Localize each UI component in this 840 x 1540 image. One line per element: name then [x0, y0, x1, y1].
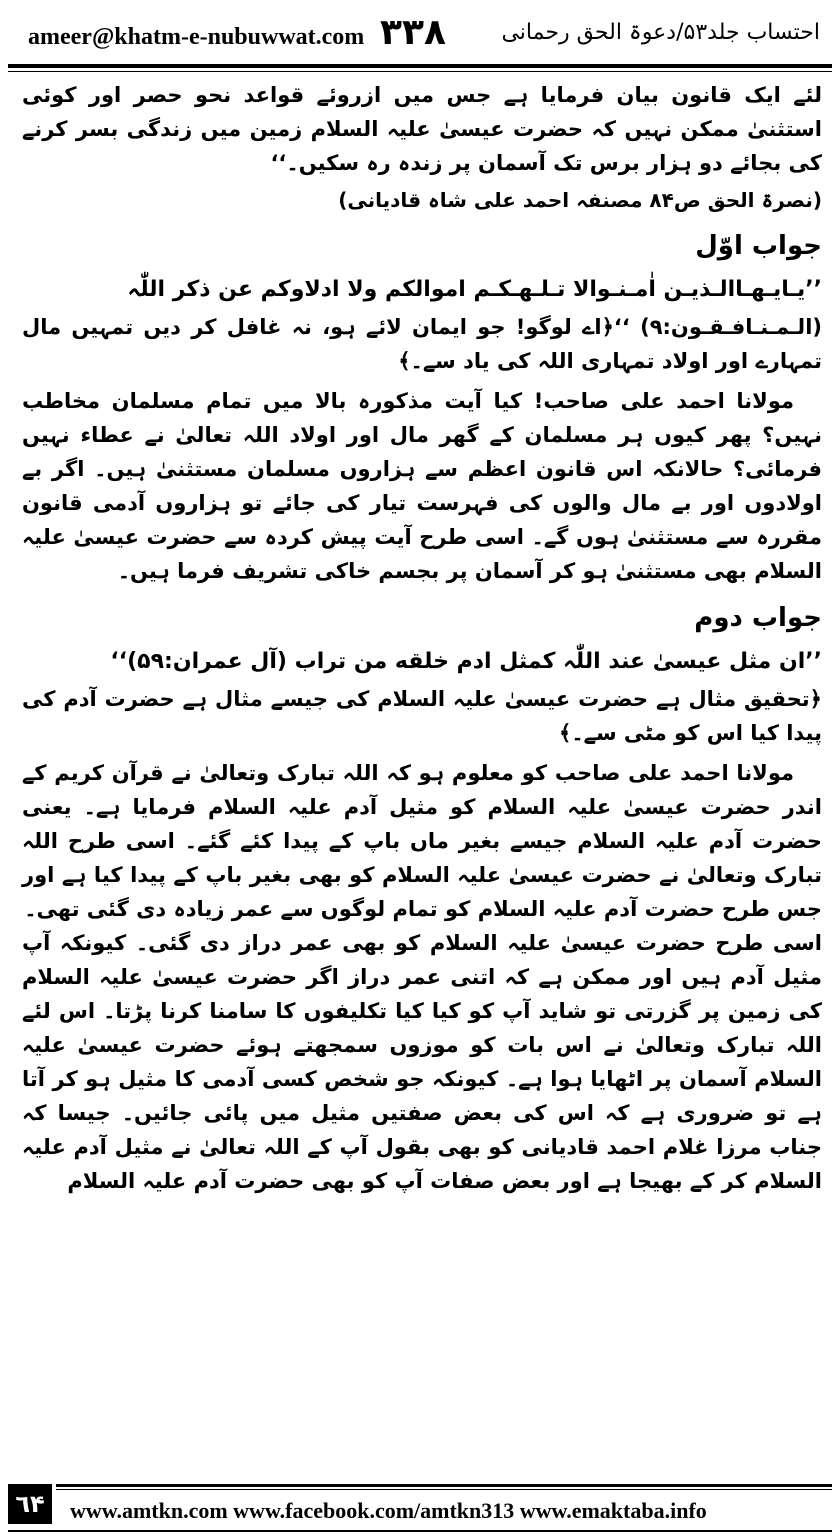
- header-rule-thick: [8, 64, 832, 68]
- paragraph-argument-2: مولانا احمد علی صاحب کو معلوم ہو کہ اللہ تبارک وتعالیٰ نے قرآن کریم کے اندر حضرت عیسیٰ علیہ السلام کو مثیل آدم علیہ السلام فرمایا ہے۔ یعنی حضرت آدم علیہ السلام جیسے بغیر ماں باپ کے پیدا کئے گئے۔ اسی طرح اللہ تبارک وتعالیٰ نے حضرت عیسیٰ علیہ السلام کو بھی بغیر باپ کے پیدا کیا ہے اور جس طرح حضرت آدم علیہ السلام کو تمام لوگوں سے عمر زیادہ دی گئی تھی۔: [22, 761, 822, 921]
- paragraph-intro: لئے ایک قانون بیان فرمایا ہے جس میں ازروئے قواعد نحو حصر اور کوئی استثنیٰ ممکن نہیں کہ حضرت عیسیٰ علیہ السلام زمین میں زندگی بسر کرنے کی بجائے دو ہزار برس تک آسمان پر زندہ رہ سکیں۔‘‘: [22, 83, 822, 175]
- footer-bottom-rule: [8, 1530, 832, 1532]
- header-email: ameer@khatm-e-nubuwwat.com: [28, 24, 365, 50]
- heading-second-answer: جواب دوم: [694, 603, 822, 633]
- heading-first-answer: جواب اوّل: [695, 231, 822, 261]
- footer-page-number: ٦۴: [8, 1484, 52, 1524]
- quran-verse-1: ’’یـایـھـاالـذیـن اٰمـنـوالا تـلـھـکـم اموالکم ولا ادلاوکم عن ذکر اللّٰہ: [127, 277, 822, 302]
- paragraph-argument-1: مولانا احمد علی صاحب! کیا آیت مذکورہ بالا میں تمام مسلمان مخاطب نہیں؟ پھر کیوں ہر مسلمان کے گھر مال اور اولاد اللہ تعالیٰ نے عطاء نہیں فرمائی؟ حالانکہ اس قانون اعظم سے ہزاروں مسلمان مستثنیٰ ہیں۔ اگر بے اولادوں اور بے مال والوں کی فہرست تیار کی جائے تو ہزاروں آدمی قانون مقررہ سے مستثنیٰ ہوں گے۔ اسی طرح آیت پیش کردہ سے حضرت عیسیٰ علیہ السلام بھی مستثنیٰ ہو کر آسمان پر بجسم خاکی تشریف فرما ہیں۔: [22, 389, 822, 583]
- header-rule-thin: [8, 71, 832, 72]
- citation: (نصرۃ الحق ص۸۴ مصنفہ احمد علی شاہ قادیانی): [338, 188, 822, 212]
- footer-rule-thin: [56, 1489, 832, 1490]
- verse-translation-1: (الـمـنـافـقـون:۹) ‘‘﴿اے لوگو! جو ایمان لائے ہو، نہ غافل کر دیں تمہیں مال تمہارے اور اولاد تمہاری اللہ کی یاد سے۔﴾: [22, 315, 822, 373]
- paragraph-argument-3: اسی طرح حضرت عیسیٰ علیہ السلام کو بھی عمر دراز دی گئی۔ کیونکہ آپ مثیل آدم ہیں اور ممکن ہے کہ اتنی عمر دراز اگر حضرت عیسیٰ علیہ السلام کی زمین پر گزرتی تو شاید آپ کو کیا کیا تکلیفوں کا سامنا کرنا پڑتا۔ اس لئے اللہ تبارک وتعالیٰ نے اس بات کو موزوں سمجھتے ہوئے حضرت عیسیٰ علیہ السلام آسمان پر اٹھایا ہوا ہے۔ کیونکہ جو شخص کسی آدمی کا مثیل ہو کر آتا ہے تو ضروری ہے کہ اس کی بعض صفتیں مثیل میں پائی جائیں۔ جیسا کہ جناب مرزا غلام احمد قادیانی کو بھی بقول آپ کے اللہ تعالیٰ نے مثیل آدم علیہ السلام کر کے بھیجا ہے اور بعض صفات آپ کو بھی حضرت آدم علیہ السلام: [22, 931, 822, 1193]
- header-page-number: ٣٣٨: [380, 12, 446, 53]
- header-book-title: احتساب جلد۵۳/دعوۃ الحق رحمانی: [501, 20, 820, 45]
- verse-translation-2: ﴿تحقیق مثال ہے حضرت عیسیٰ علیہ السلام کی جیسے مثال ہے حضرت آدم کی پیدا کیا اس کو مٹی سے۔﴾: [22, 687, 822, 745]
- footer-website-links: www.amtkn.com www.facebook.com/amtkn313 www.emaktaba.info: [70, 1498, 707, 1523]
- quran-verse-2: ’’ان مثل عیسیٰ عند اللّٰہ کمثل ادم خلقه من تراب (آل عمران:۵۹)‘‘: [110, 649, 822, 674]
- footer-rule-thick: [56, 1484, 832, 1487]
- page-header: [8, 6, 832, 58]
- page-body: [22, 78, 822, 1198]
